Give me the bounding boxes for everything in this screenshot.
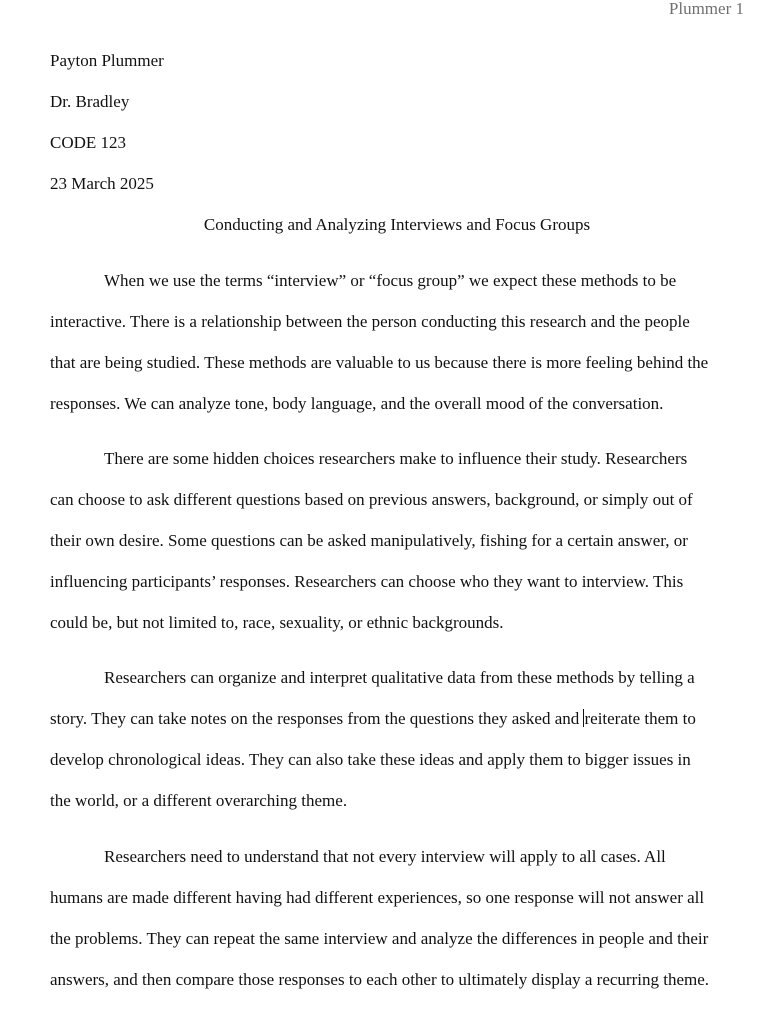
running-head: Plummer 1 [668,0,744,18]
paragraph-line: the problems. They can repeat the same interview and analyze the differences in people and their [50,929,709,948]
paragraph-line: can choose to ask different questions based on previous answers, background, or simply out of [50,490,693,509]
document-date: 23 March 2025 [50,174,154,193]
paragraph-1 [50,260,744,424]
line-segment: story. They can take notes on the responses from the questions they asked and [50,709,584,728]
paragraph-line: develop chronological ideas. They can also take these ideas and apply them to bigger issues in [50,750,691,769]
paragraph-line [50,698,744,739]
student-name: Payton Plummer [50,51,164,70]
paragraph-line: Researchers can organize and interpret qualitative data from these methods by telling a [104,668,695,687]
paragraph-line: answers, and then compare those responses to each other to ultimately display a recurring theme. [50,970,710,989]
paragraph-4 [50,836,744,1000]
paragraph-line: could be, but not limited to, race, sexuality, or ethnic backgrounds. [50,613,504,632]
paragraph-2 [50,438,744,643]
instructor-name: Dr. Bradley [50,92,130,111]
paragraph-line: When we use the terms “interview” or “focus group” we expect these methods to be [104,271,677,290]
paragraph-line: that are being studied. These methods are valuable to us because there is more feeling behind the [50,353,709,372]
paragraph-line: influencing participants’ responses. Researchers can choose who they want to interview. This [50,572,684,591]
paragraph-3 [50,657,744,821]
paragraph-line: humans are made different having had different experiences, so one response will not answer all [50,888,705,907]
paragraph-line: Researchers need to understand that not every interview will apply to all cases. All [104,847,666,866]
paragraph-line: their own desire. Some questions can be asked manipulatively, fishing for a certain answer, or [50,531,688,550]
paragraph-line: responses. We can analyze tone, body language, and the overall mood of the conversation. [50,394,664,413]
paragraph-line: interactive. There is a relationship between the person conducting this research and the people [50,312,690,331]
paragraph-line: There are some hidden choices researchers make to influence their study. Researchers [104,449,688,468]
course-code: CODE 123 [50,133,127,152]
paragraph-line: the world, or a different overarching theme. [50,791,348,810]
document-title: Conducting and Analyzing Interviews and Focus Groups [203,215,591,234]
line-segment: reiterate them to [584,709,696,728]
